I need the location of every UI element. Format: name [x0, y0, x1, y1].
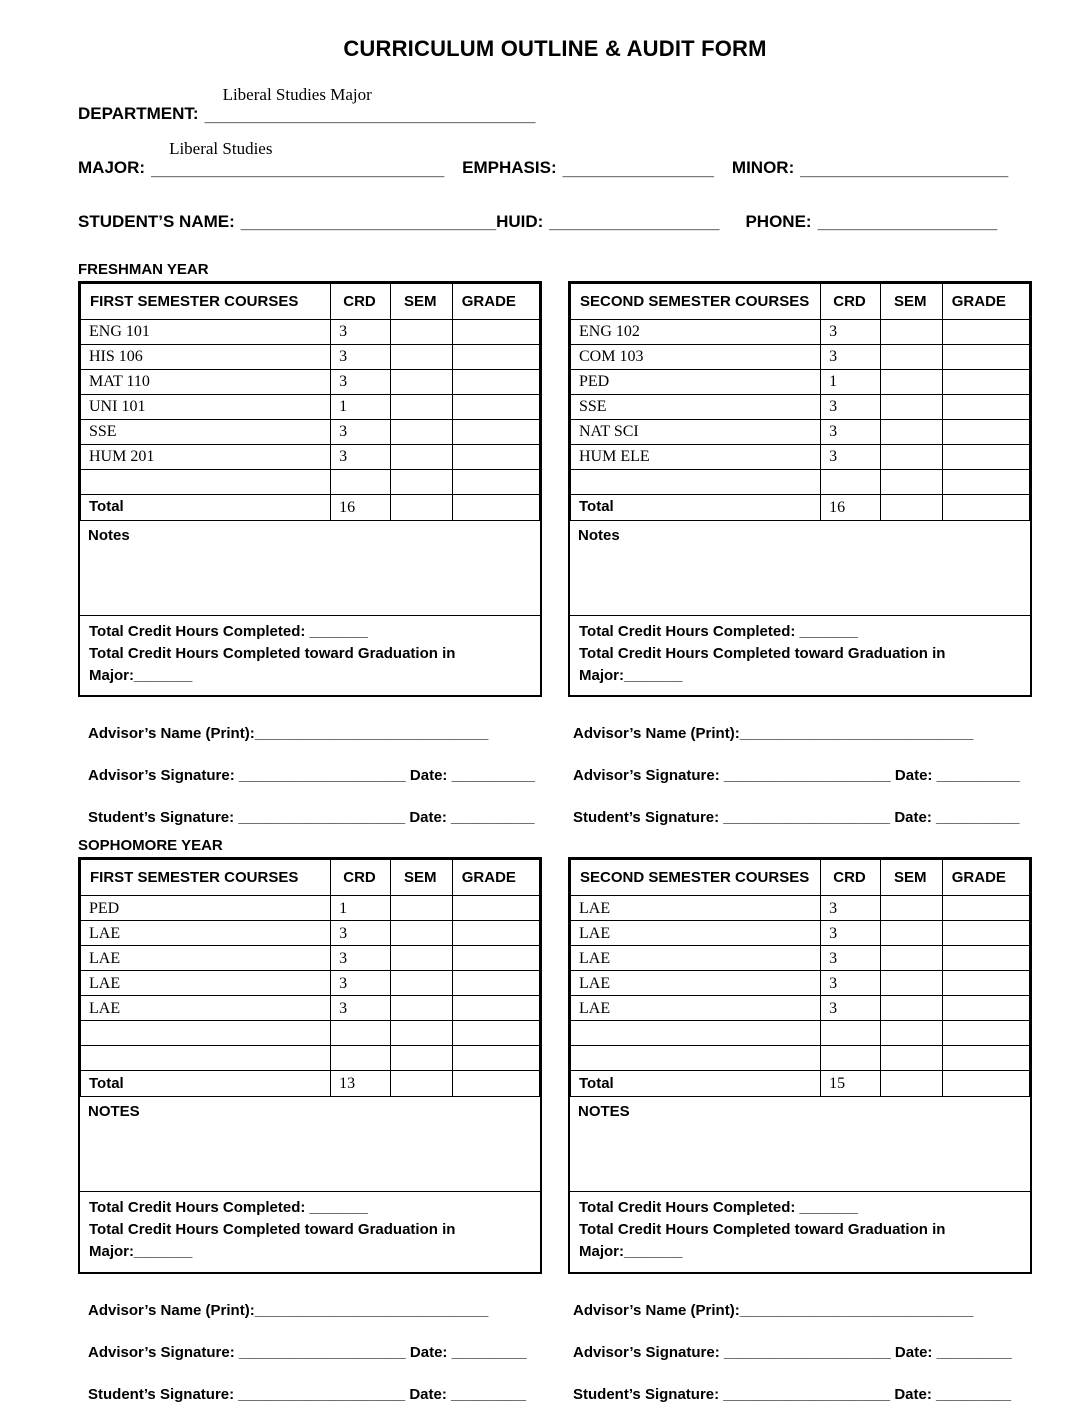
sem-cell	[880, 996, 942, 1021]
total-sem-cell	[390, 1071, 452, 1097]
crd-cell: 3	[331, 320, 391, 345]
table-row	[571, 1021, 1030, 1046]
advisor-signature-row	[573, 767, 1032, 785]
total-label: Total	[571, 1071, 821, 1097]
department-label: DEPARTMENT:	[78, 104, 199, 124]
advisor-signature-blank-line: ____________________	[238, 767, 406, 785]
student-signature-row	[88, 809, 547, 827]
crd-cell: 3	[821, 971, 881, 996]
grade-cell	[452, 1046, 539, 1071]
column-header-courses: FIRST SEMESTER COURSES	[81, 284, 331, 320]
crd-cell: 3	[331, 345, 391, 370]
sem-cell	[880, 320, 942, 345]
table-row	[81, 921, 540, 946]
grade-cell	[942, 470, 1029, 495]
total-value: 16	[821, 495, 881, 521]
student-signature-blank-line: ____________________	[238, 1385, 406, 1403]
course-cell: LAE	[571, 896, 821, 921]
grade-cell	[942, 370, 1029, 395]
table-header-row	[81, 860, 540, 896]
grade-cell	[942, 996, 1029, 1021]
crd-cell: 3	[821, 320, 881, 345]
credit-line: Major:_______	[579, 666, 683, 684]
grade-cell	[942, 345, 1029, 370]
date-blank-line: __________	[451, 767, 536, 785]
column-header-crd: CRD	[331, 284, 391, 320]
crd-cell: 3	[821, 345, 881, 370]
crd-cell: 3	[331, 921, 391, 946]
course-cell: SSE	[571, 395, 821, 420]
huid-label: HUID:	[496, 211, 544, 231]
column-header-crd: CRD	[821, 860, 881, 896]
course-cell	[81, 1046, 331, 1071]
total-label: Total	[81, 1071, 331, 1097]
sem-cell	[880, 345, 942, 370]
sem-cell	[880, 420, 942, 445]
date-blank-line: _________	[451, 1343, 527, 1361]
student-signature-label: Student’s Signature:	[88, 1385, 235, 1403]
credit-line: Total Credit Hours Completed: _______	[89, 623, 368, 641]
advisor-name-line-row	[573, 725, 1032, 743]
table-row	[571, 420, 1030, 445]
column-header-sem: SEM	[880, 284, 942, 320]
table-row	[81, 971, 540, 996]
column-header-sem: SEM	[390, 284, 452, 320]
sem-cell	[390, 370, 452, 395]
crd-cell: 3	[821, 395, 881, 420]
table-header-row	[571, 284, 1030, 320]
credit-summary	[80, 615, 540, 695]
credit-line: Total Credit Hours Completed toward Graduation in	[89, 644, 456, 662]
freshman-panels	[78, 281, 1032, 697]
crd-cell: 3	[331, 420, 391, 445]
crd-cell	[821, 1046, 881, 1071]
table-row	[81, 996, 540, 1021]
student-signature-blank-line: ____________________	[723, 809, 891, 827]
student-signature-row	[573, 1386, 1032, 1404]
advisor-name-label: Advisor’s Name (Print):	[573, 1301, 740, 1319]
total-row	[571, 495, 1030, 521]
student-name-label: STUDENT’S NAME:	[78, 211, 235, 231]
advisor-block	[573, 1302, 1032, 1404]
credit-summary	[570, 1191, 1030, 1271]
table-row	[571, 320, 1030, 345]
sem-cell	[390, 946, 452, 971]
sem-cell	[390, 921, 452, 946]
date-blank-line: __________	[936, 767, 1021, 785]
grade-cell	[452, 320, 539, 345]
department-field	[205, 86, 536, 124]
grade-cell	[452, 345, 539, 370]
course-cell: LAE	[81, 971, 331, 996]
advisor-name-label: Advisor’s Name (Print):	[88, 725, 255, 743]
grade-cell	[452, 896, 539, 921]
column-header-sem: SEM	[390, 860, 452, 896]
grade-cell	[942, 946, 1029, 971]
table-row	[81, 445, 540, 470]
course-cell: LAE	[571, 921, 821, 946]
total-label: Total	[571, 495, 821, 521]
course-cell: ENG 101	[81, 320, 331, 345]
course-cell	[571, 470, 821, 495]
minor-label: MINOR:	[731, 158, 795, 178]
course-cell: HUM 201	[81, 445, 331, 470]
crd-cell	[331, 1046, 391, 1071]
grade-cell	[452, 946, 539, 971]
course-cell	[571, 1046, 821, 1071]
advisor-name-label: Advisor’s Name (Print):	[88, 1301, 255, 1319]
date-label: Date:	[409, 767, 448, 785]
minor-blank-line: ______________________	[800, 159, 1009, 179]
course-cell: ENG 102	[571, 320, 821, 345]
credit-summary	[570, 615, 1030, 695]
crd-cell: 3	[821, 420, 881, 445]
course-cell: MAT 110	[81, 370, 331, 395]
column-header-courses: SECOND SEMESTER COURSES	[571, 860, 821, 896]
course-cell	[81, 1021, 331, 1046]
major-field	[151, 140, 444, 178]
advisor-name-blank-line: ____________________________	[739, 1301, 974, 1319]
grade-cell	[942, 395, 1029, 420]
grade-cell	[452, 470, 539, 495]
column-header-courses: SECOND SEMESTER COURSES	[571, 284, 821, 320]
table-row	[81, 370, 540, 395]
student-signature-blank-line: ____________________	[238, 809, 406, 827]
student-signature-label: Student’s Signature:	[88, 809, 235, 827]
total-row	[571, 1071, 1030, 1097]
courses-table	[570, 283, 1030, 521]
total-sem-cell	[880, 495, 942, 521]
crd-cell: 1	[821, 370, 881, 395]
major-blank-line: _______________________________	[151, 159, 445, 179]
sem-cell	[880, 445, 942, 470]
sophomore-first-semester-panel	[78, 857, 542, 1273]
grade-cell	[452, 1021, 539, 1046]
grade-cell	[452, 420, 539, 445]
department-blank-line: ___________________________________	[204, 105, 536, 125]
major-row	[78, 140, 1032, 178]
page-title: CURRICULUM OUTLINE & AUDIT FORM	[343, 36, 767, 61]
courses-table	[570, 859, 1030, 1097]
table-row	[81, 1046, 540, 1071]
advisor-name-blank-line: ____________________________	[254, 1301, 489, 1319]
sem-cell	[880, 470, 942, 495]
total-value: 15	[821, 1071, 881, 1097]
date-label: Date:	[409, 809, 447, 827]
date-label: Date:	[894, 1343, 933, 1361]
date-blank-line: __________	[936, 809, 1020, 827]
table-row	[81, 946, 540, 971]
advisor-name-line-row	[88, 725, 547, 743]
advisor-name-label: Advisor’s Name (Print):	[573, 725, 740, 743]
course-cell	[571, 1021, 821, 1046]
course-cell: LAE	[571, 996, 821, 1021]
grade-cell	[452, 445, 539, 470]
course-cell: LAE	[81, 996, 331, 1021]
crd-cell: 3	[331, 971, 391, 996]
sem-cell	[390, 420, 452, 445]
advisor-name-blank-line: ____________________________	[739, 725, 974, 743]
grade-cell	[942, 420, 1029, 445]
notes-box	[570, 521, 1030, 615]
crd-cell: 3	[331, 946, 391, 971]
crd-cell	[331, 1021, 391, 1046]
grade-cell	[452, 971, 539, 996]
credit-line: Total Credit Hours Completed: _______	[89, 1199, 368, 1217]
advisor-signature-blank-line: ____________________	[238, 1343, 406, 1361]
table-row	[571, 1046, 1030, 1071]
column-header-grade: GRADE	[942, 860, 1029, 896]
grade-cell	[942, 1021, 1029, 1046]
crd-cell: 3	[821, 996, 881, 1021]
section-sophomore-year	[78, 837, 1032, 1403]
advisor-block	[88, 1302, 547, 1404]
total-grade-cell	[452, 495, 539, 521]
notes-label: NOTES	[578, 1103, 630, 1121]
sem-cell	[880, 971, 942, 996]
crd-cell: 3	[821, 921, 881, 946]
course-cell: HIS 106	[81, 345, 331, 370]
notes-label: Notes	[578, 527, 620, 545]
notes-label: NOTES	[88, 1103, 140, 1121]
credit-line: Total Credit Hours Completed: _______	[579, 1199, 858, 1217]
date-label: Date:	[894, 809, 932, 827]
course-cell: LAE	[81, 921, 331, 946]
column-header-grade: GRADE	[452, 860, 539, 896]
advisor-signature-row	[88, 1344, 547, 1362]
total-sem-cell	[880, 1071, 942, 1097]
department-value: Liberal Studies Major	[222, 85, 372, 104]
total-value: 13	[331, 1071, 391, 1097]
total-grade-cell	[942, 1071, 1029, 1097]
table-row	[571, 445, 1030, 470]
year-label: FRESHMAN YEAR	[78, 261, 209, 279]
total-row	[81, 1071, 540, 1097]
total-row	[81, 495, 540, 521]
notes-label: Notes	[88, 527, 130, 545]
table-row	[81, 896, 540, 921]
advisor-signature-label: Advisor’s Signature:	[88, 767, 235, 785]
sem-cell	[880, 370, 942, 395]
sem-cell	[390, 395, 452, 420]
crd-cell: 3	[331, 445, 391, 470]
grade-cell	[942, 320, 1029, 345]
sem-cell	[390, 896, 452, 921]
section-freshman-year	[78, 261, 1032, 827]
course-cell: LAE	[571, 946, 821, 971]
sem-cell	[390, 470, 452, 495]
course-cell: SSE	[81, 420, 331, 445]
department-row	[78, 86, 1032, 124]
sophomore-second-semester-panel	[568, 857, 1032, 1273]
crd-cell: 1	[331, 896, 391, 921]
total-label: Total	[81, 495, 331, 521]
course-cell: PED	[81, 896, 331, 921]
advisor-signature-row	[573, 1344, 1032, 1362]
advisor-name-line-row	[573, 1302, 1032, 1320]
courses-table	[80, 283, 540, 521]
major-label: MAJOR:	[78, 158, 146, 178]
course-cell: HUM ELE	[571, 445, 821, 470]
advisor-name-blank-line: ____________________________	[254, 725, 489, 743]
course-cell	[81, 470, 331, 495]
table-row	[571, 921, 1030, 946]
grade-cell	[942, 896, 1029, 921]
total-grade-cell	[942, 495, 1029, 521]
student-signature-label: Student’s Signature:	[573, 809, 720, 827]
credit-line: Total Credit Hours Completed: _______	[579, 623, 858, 641]
crd-cell: 3	[821, 896, 881, 921]
major-value: Liberal Studies	[169, 138, 273, 158]
advisor-block	[573, 725, 1032, 827]
advisor-signature-label: Advisor’s Signature:	[573, 1343, 720, 1361]
sem-cell	[880, 1046, 942, 1071]
advisor-block	[88, 725, 547, 827]
total-value: 16	[331, 495, 391, 521]
table-row	[571, 370, 1030, 395]
courses-table	[80, 859, 540, 1097]
date-label: Date:	[894, 1385, 932, 1403]
grade-cell	[942, 921, 1029, 946]
column-header-grade: GRADE	[452, 284, 539, 320]
phone-blank-line: ___________________	[817, 213, 998, 233]
course-cell: UNI 101	[81, 395, 331, 420]
crd-cell: 3	[331, 370, 391, 395]
notes-box	[570, 1097, 1030, 1191]
table-row	[81, 470, 540, 495]
sem-cell	[390, 971, 452, 996]
course-cell: NAT SCI	[571, 420, 821, 445]
crd-cell: 1	[331, 395, 391, 420]
freshman-advisor-blocks	[78, 725, 1032, 827]
column-header-crd: CRD	[821, 284, 881, 320]
student-signature-blank-line: ____________________	[723, 1385, 891, 1403]
crd-cell: 3	[331, 996, 391, 1021]
advisor-signature-label: Advisor’s Signature:	[88, 1343, 235, 1361]
emphasis-label: EMPHASIS:	[462, 158, 557, 178]
freshman-second-semester-panel	[568, 281, 1032, 697]
course-cell: COM 103	[571, 345, 821, 370]
emphasis-blank-line: ________________	[562, 159, 714, 179]
credit-line: Total Credit Hours Completed toward Graduation in	[579, 644, 946, 662]
table-row	[81, 420, 540, 445]
table-row	[81, 320, 540, 345]
grade-cell	[452, 395, 539, 420]
sem-cell	[390, 345, 452, 370]
course-cell: LAE	[81, 946, 331, 971]
crd-cell	[821, 1021, 881, 1046]
sem-cell	[880, 946, 942, 971]
grade-cell	[942, 1046, 1029, 1071]
huid-blank-line: __________________	[549, 213, 720, 233]
date-blank-line: _________	[936, 1385, 1012, 1403]
date-blank-line: _________	[936, 1343, 1012, 1361]
advisor-signature-blank-line: ____________________	[723, 767, 891, 785]
credit-summary	[80, 1191, 540, 1271]
table-row	[81, 395, 540, 420]
student-signature-row	[88, 1386, 547, 1404]
table-header-row	[81, 284, 540, 320]
sem-cell	[880, 921, 942, 946]
crd-cell: 3	[821, 946, 881, 971]
course-cell: LAE	[571, 971, 821, 996]
date-label: Date:	[894, 767, 933, 785]
sem-cell	[880, 896, 942, 921]
date-label: Date:	[409, 1343, 448, 1361]
date-label: Date:	[409, 1385, 447, 1403]
student-signature-label: Student’s Signature:	[573, 1385, 720, 1403]
table-row	[571, 971, 1030, 996]
sem-cell	[390, 1021, 452, 1046]
credit-line: Major:_______	[89, 666, 193, 684]
table-header-row	[571, 860, 1030, 896]
advisor-signature-label: Advisor’s Signature:	[573, 767, 720, 785]
sem-cell	[880, 1021, 942, 1046]
advisor-name-line-row	[88, 1302, 547, 1320]
credit-line: Total Credit Hours Completed toward Graduation in	[579, 1221, 946, 1239]
table-row	[81, 345, 540, 370]
student-row	[78, 212, 1032, 232]
column-header-sem: SEM	[880, 860, 942, 896]
table-row	[571, 896, 1030, 921]
table-row	[571, 345, 1030, 370]
date-blank-line: _________	[451, 1385, 527, 1403]
advisor-signature-blank-line: ____________________	[723, 1343, 891, 1361]
sem-cell	[390, 1046, 452, 1071]
date-blank-line: __________	[451, 809, 535, 827]
column-header-crd: CRD	[331, 860, 391, 896]
table-row	[81, 1021, 540, 1046]
phone-label: PHONE:	[745, 211, 812, 231]
year-label: SOPHOMORE YEAR	[78, 837, 223, 855]
credit-line: Major:_______	[579, 1242, 683, 1260]
advisor-signature-row	[88, 767, 547, 785]
grade-cell	[452, 921, 539, 946]
total-sem-cell	[390, 495, 452, 521]
notes-box	[80, 521, 540, 615]
crd-cell	[331, 470, 391, 495]
notes-box	[80, 1097, 540, 1191]
grade-cell	[452, 370, 539, 395]
sem-cell	[390, 320, 452, 345]
table-row	[571, 395, 1030, 420]
total-grade-cell	[452, 1071, 539, 1097]
sophomore-advisor-blocks	[78, 1302, 1032, 1404]
student-name-blank-line: ___________________________	[240, 213, 497, 233]
student-signature-row	[573, 809, 1032, 827]
freshman-first-semester-panel	[78, 281, 542, 697]
sem-cell	[390, 996, 452, 1021]
grade-cell	[942, 971, 1029, 996]
credit-line: Major:_______	[89, 1242, 193, 1260]
crd-cell	[821, 470, 881, 495]
sem-cell	[390, 445, 452, 470]
credit-line: Total Credit Hours Completed toward Graduation in	[89, 1221, 456, 1239]
column-header-courses: FIRST SEMESTER COURSES	[81, 860, 331, 896]
column-header-grade: GRADE	[942, 284, 1029, 320]
grade-cell	[942, 445, 1029, 470]
course-cell: PED	[571, 370, 821, 395]
grade-cell	[452, 996, 539, 1021]
sophomore-panels	[78, 857, 1032, 1273]
table-row	[571, 946, 1030, 971]
sem-cell	[880, 395, 942, 420]
table-row	[571, 996, 1030, 1021]
crd-cell: 3	[821, 445, 881, 470]
table-row	[571, 470, 1030, 495]
